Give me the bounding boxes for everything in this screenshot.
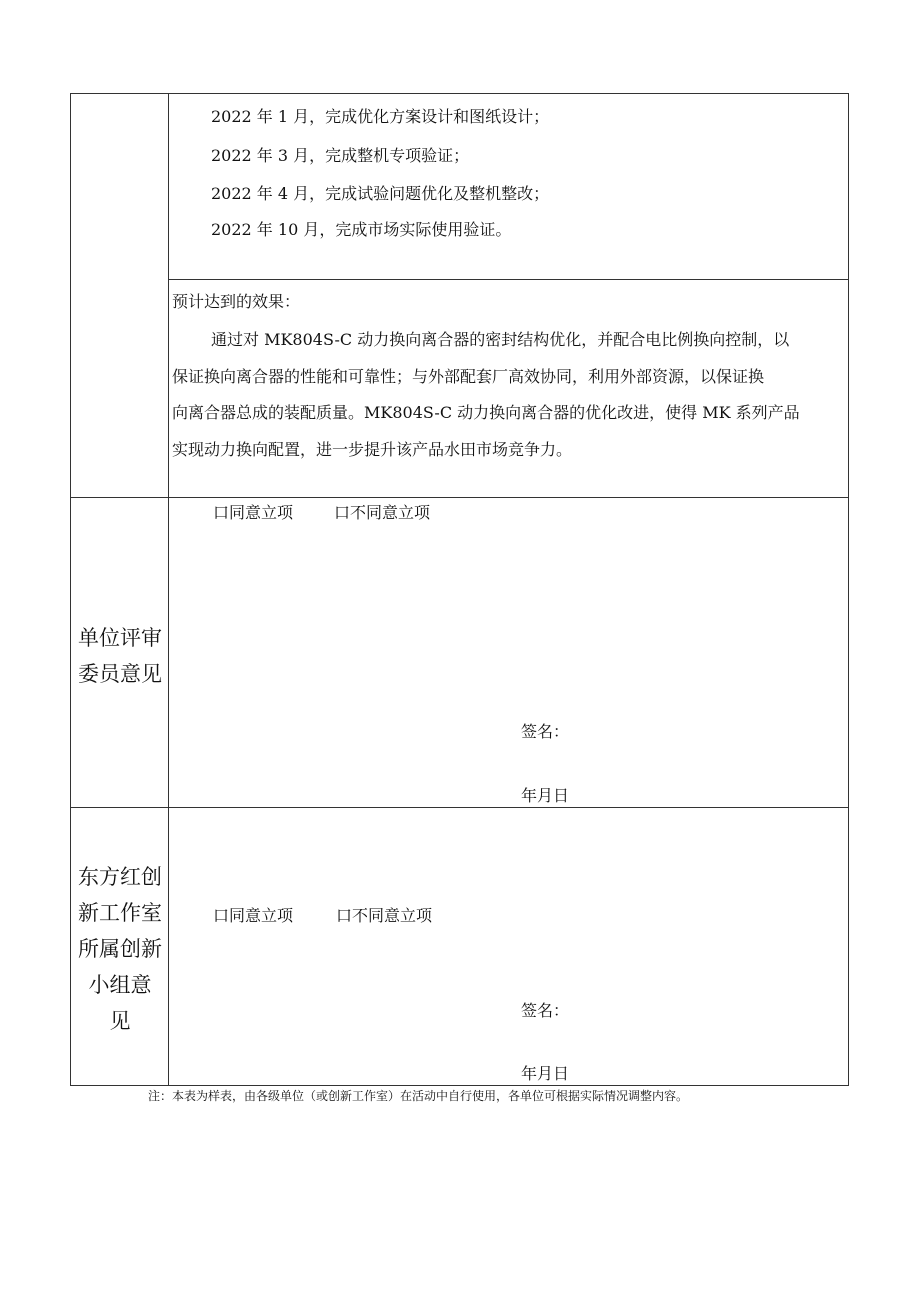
effect-line: 实现动力换向配置，进一步提升该产品水田市场竞争力。 (172, 440, 573, 459)
label-line: 东方红创 (78, 865, 162, 889)
label-line: 委员意见 (78, 662, 162, 686)
row-divider-unit-review (71, 807, 848, 808)
schedule-item: 2022 年 10 月，完成市场实际使用验证。 (211, 220, 512, 239)
effect-line: 向离合器总成的装配质量。MK804S-C 动力换向离合器的优化改进，使得 MK 系列产品 (172, 403, 800, 422)
label-line: 见 (109, 1009, 131, 1033)
date-label: 年月日 (521, 786, 570, 805)
agree-checkbox[interactable]: 口同意立项 (213, 503, 294, 522)
date-label: 年月日 (521, 1064, 570, 1083)
label-line: 新工作室 (78, 901, 162, 925)
disagree-checkbox[interactable]: 口不同意立项 (334, 503, 431, 522)
signature-label: 签名： (521, 1001, 570, 1020)
signature-label: 签名： (521, 722, 570, 741)
label-line: 所属创新 (78, 937, 162, 961)
row-divider-effect (71, 497, 848, 498)
label-line: 单位评审 (78, 626, 162, 650)
agree-checkbox[interactable]: 口同意立项 (213, 906, 294, 925)
row-divider-schedule (168, 279, 848, 280)
disagree-checkbox[interactable]: 口不同意立项 (336, 906, 433, 925)
unit-review-label (71, 620, 169, 692)
schedule-item: 2022 年 1 月，完成优化方案设计和图纸设计； (211, 107, 550, 126)
footnote: 注：本表为样表，由各级单位（或创新工作室）在活动中自行使用，各单位可根据实际情况调整内容。 (148, 1089, 689, 1103)
schedule-item: 2022 年 4 月，完成试验问题优化及整机整改； (211, 184, 550, 203)
label-line: 小组意 (88, 973, 152, 997)
effect-line: 通过对 MK804S-C 动力换向离合器的密封结构优化，并配合电比例换向控制，以 (211, 330, 790, 349)
effect-heading: 预计达到的效果： (172, 292, 301, 311)
effect-line: 保证换向离合器的性能和可靠性；与外部配套厂高效协同，利用外部资源，以保证换 (172, 367, 765, 386)
project-application-form (70, 93, 849, 1086)
schedule-item: 2022 年 3 月，完成整机专项验证； (211, 146, 470, 165)
studio-review-label (71, 859, 169, 1039)
